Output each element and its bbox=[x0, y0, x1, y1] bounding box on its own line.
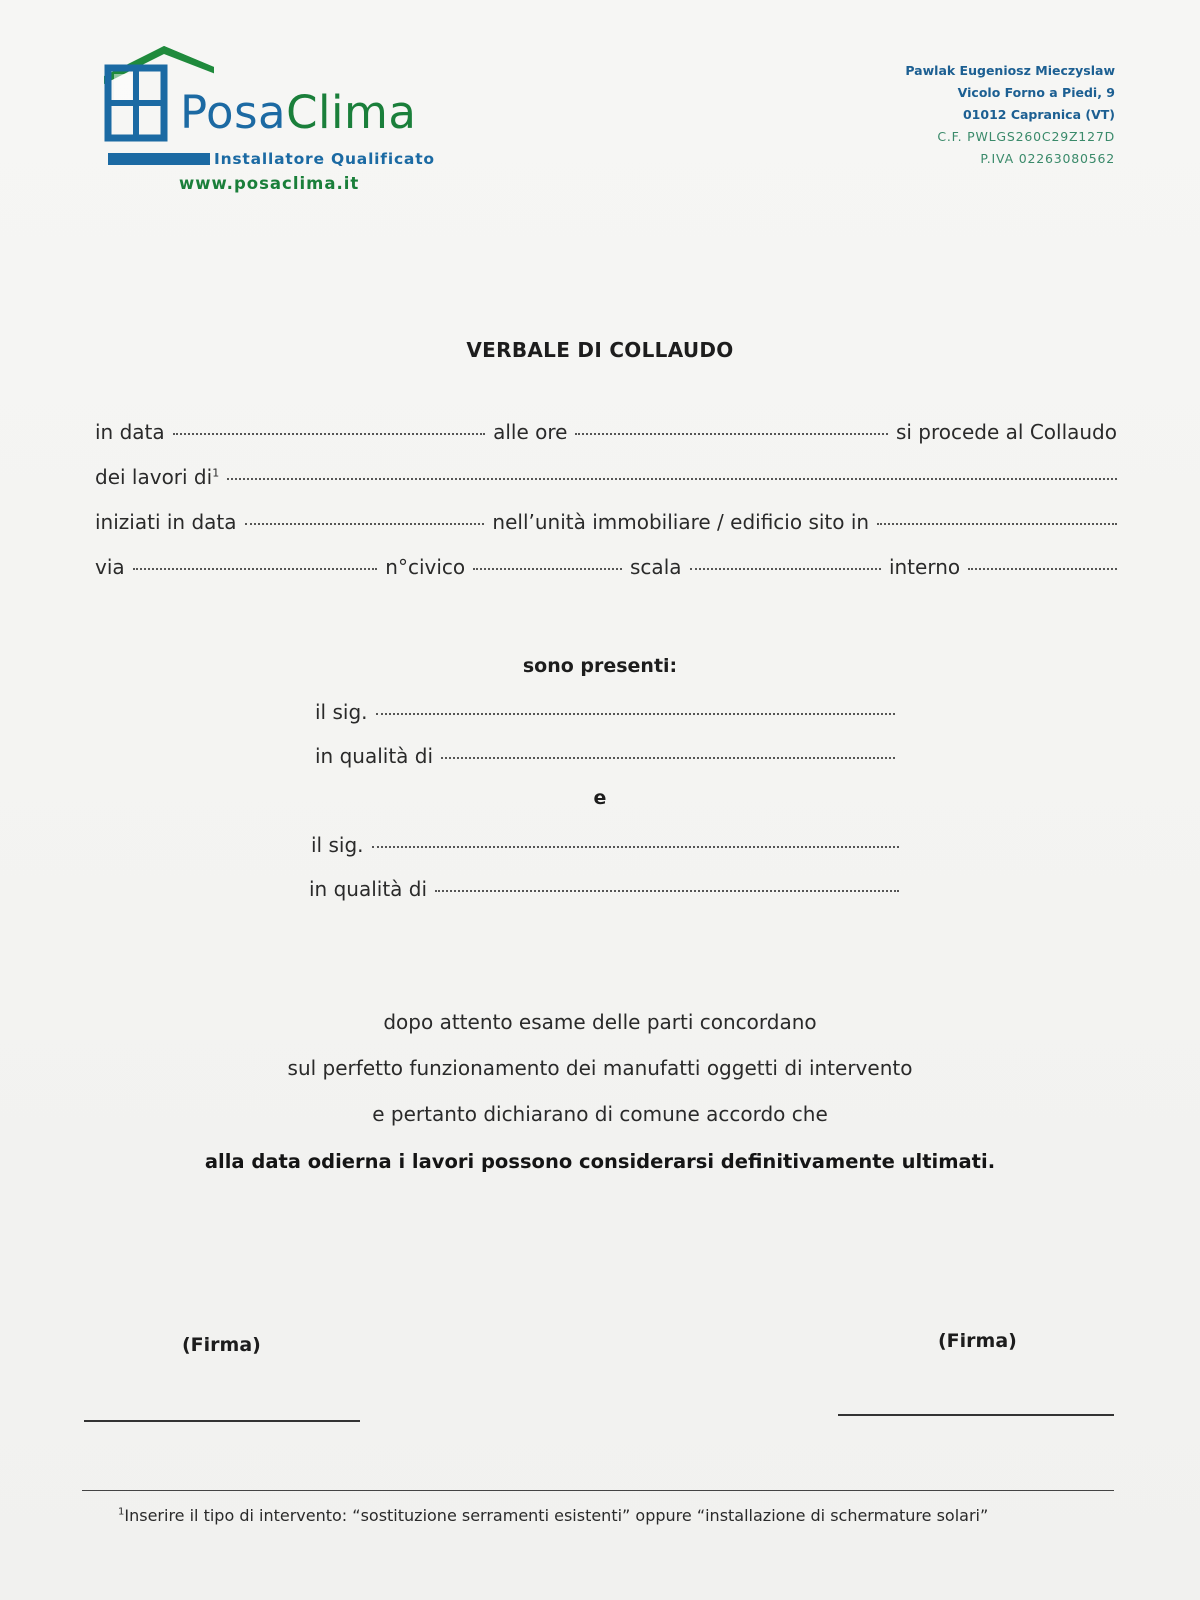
label-stair: scala bbox=[630, 555, 682, 579]
person2-name-line bbox=[311, 833, 899, 857]
label-person1-role: in qualità di bbox=[315, 744, 434, 768]
footnote-text: Inserire il tipo di intervento: “sostituzione serramenti esistenti” oppure “installazione di schermature solari” bbox=[124, 1506, 989, 1525]
footnote-ref: 1 bbox=[212, 466, 220, 480]
person1-role-line bbox=[315, 744, 895, 768]
paragraph-line-1: dopo attento esame delle parti concordano bbox=[383, 1010, 817, 1034]
logo-bar bbox=[108, 153, 210, 165]
field-start-date[interactable] bbox=[245, 523, 485, 525]
form-line-works bbox=[95, 465, 1117, 489]
form-line-address bbox=[95, 555, 1117, 579]
field-time[interactable] bbox=[575, 433, 887, 435]
company-info bbox=[905, 60, 1115, 170]
paragraph-line-3: e pertanto dichiarano di comune accordo che bbox=[372, 1102, 828, 1126]
label-location: nell’unità immobiliare / edificio sito in bbox=[492, 510, 870, 534]
footnote-separator bbox=[82, 1490, 1114, 1491]
label-person1: il sig. bbox=[315, 700, 368, 724]
company-name: Pawlak Eugeniosz Mieczyslaw bbox=[905, 63, 1115, 78]
conjunction: e bbox=[593, 787, 607, 809]
paragraph-line-2: sul perfetto funzionamento dei manufatti oggetti di intervento bbox=[287, 1056, 913, 1080]
conclusion: alla data odierna i lavori possono considerarsi definitivamente ultimati. bbox=[204, 1150, 996, 1173]
tagline: Installatore Qualificato bbox=[214, 150, 435, 168]
footnote-mark: 1 bbox=[118, 1506, 125, 1518]
label-number: n°civico bbox=[385, 555, 466, 579]
label-start-date: iniziati in data bbox=[95, 510, 237, 534]
field-number[interactable] bbox=[473, 568, 622, 570]
page-title: VERBALE DI COLLAUDO bbox=[466, 338, 734, 362]
label-date: in data bbox=[95, 420, 165, 444]
signature-line-left[interactable] bbox=[84, 1420, 360, 1422]
signature-label-right: (Firma) bbox=[938, 1330, 1017, 1352]
signature-line-right[interactable] bbox=[838, 1414, 1114, 1416]
person2-role-line bbox=[309, 877, 899, 901]
company-piva: P.IVA 02263080562 bbox=[980, 151, 1115, 166]
field-stair[interactable] bbox=[690, 568, 881, 570]
label-street: via bbox=[95, 555, 125, 579]
label-time: alle ore bbox=[493, 420, 568, 444]
person1-name-line bbox=[315, 700, 895, 724]
field-person2[interactable] bbox=[372, 846, 900, 848]
brand-part-2: Clima bbox=[286, 86, 417, 139]
company-logo bbox=[104, 46, 484, 196]
field-works[interactable] bbox=[227, 478, 1117, 480]
label-unit: interno bbox=[888, 555, 961, 579]
field-location[interactable] bbox=[877, 523, 1117, 525]
field-date[interactable] bbox=[173, 433, 485, 435]
brand-name bbox=[180, 86, 417, 139]
present-heading: sono presenti: bbox=[522, 655, 678, 677]
label-works bbox=[95, 465, 219, 489]
field-person1[interactable] bbox=[376, 713, 896, 715]
field-unit[interactable] bbox=[968, 568, 1117, 570]
label-person2: il sig. bbox=[311, 833, 364, 857]
form-line-start bbox=[95, 510, 1117, 534]
company-address: Vicolo Forno a Piedi, 9 bbox=[957, 85, 1115, 100]
label-person2-role: in qualità di bbox=[309, 877, 428, 901]
label-collaudo: si procede al Collaudo bbox=[895, 420, 1117, 444]
company-city: 01012 Capranica (VT) bbox=[962, 107, 1115, 122]
form-line-date bbox=[95, 420, 1117, 444]
website: www.posaclima.it bbox=[179, 174, 360, 193]
field-person2-role[interactable] bbox=[435, 890, 899, 892]
footnote bbox=[118, 1506, 988, 1525]
brand-part-1: Posa bbox=[180, 86, 287, 139]
field-street[interactable] bbox=[133, 568, 378, 570]
label-works-text: dei lavori di bbox=[95, 465, 213, 489]
field-person1-role[interactable] bbox=[441, 757, 895, 759]
signature-label-left: (Firma) bbox=[182, 1334, 261, 1356]
company-cf: C.F. PWLGS260C29Z127D bbox=[937, 129, 1115, 144]
